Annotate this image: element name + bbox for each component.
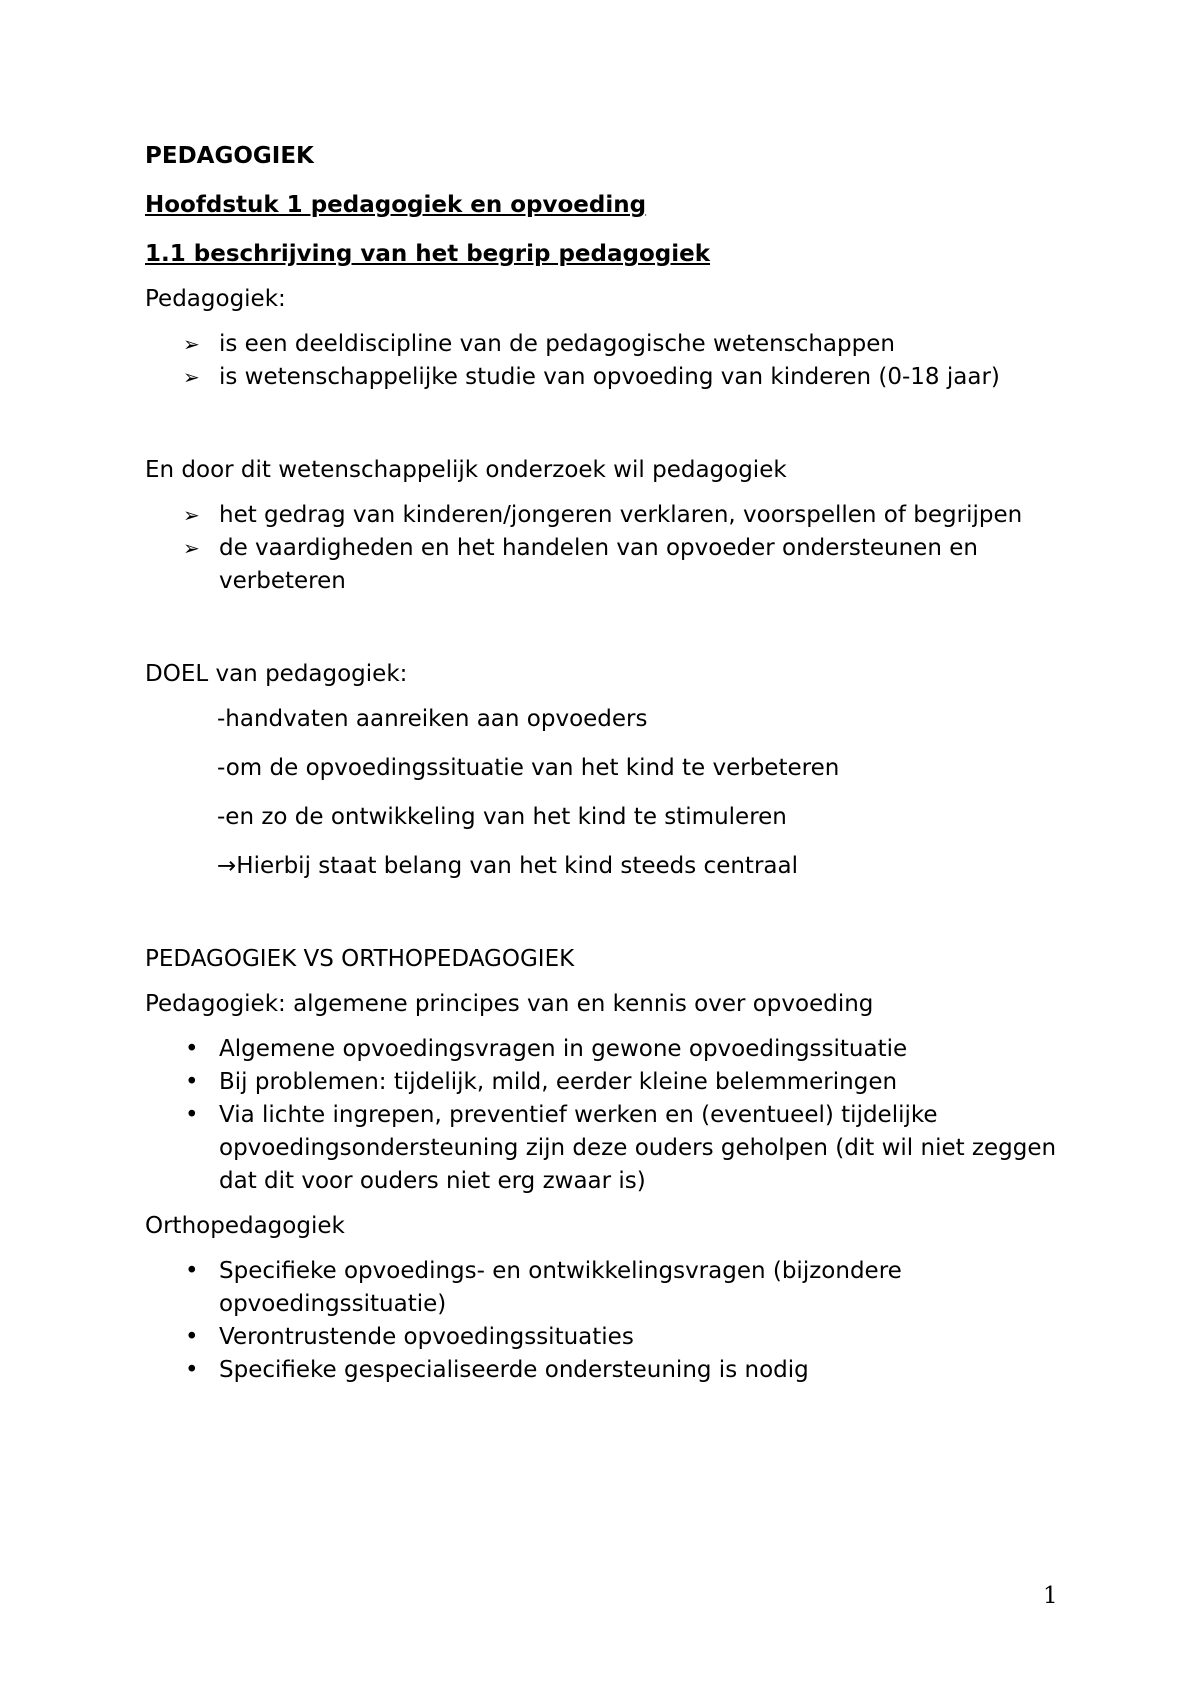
section-heading: 1.1 beschrijving van het begrip pedagogiek [145, 241, 710, 267]
list-item [145, 361, 1075, 394]
goal-line: -handvaten aanreiken aan opvoeders [217, 706, 648, 732]
list-item [145, 1033, 1075, 1066]
list-item [145, 1321, 1075, 1354]
list-item [145, 328, 1075, 361]
bullet-icon: • [185, 1324, 199, 1350]
intro-list [145, 328, 1075, 394]
list-item-text: Specifieke gespecialiseerde ondersteuning is nodig [219, 1357, 809, 1383]
bullet-icon: • [185, 1102, 199, 1128]
list-item-text: het gedrag van kinderen/jongeren verklaren, voorspellen of begrijpen [219, 502, 1023, 528]
list-item-text: Bij problemen: tijdelijk, mild, eerder kleine belemmeringen [219, 1069, 898, 1095]
arrow-bullet-icon: ➢ [183, 365, 200, 389]
ortho-list [145, 1255, 1075, 1387]
spacer [145, 394, 1075, 454]
pedagogy-list [145, 1033, 1075, 1198]
spacer [145, 899, 1075, 943]
research-label: En door dit wetenschappelijk onderzoek wil pedagogiek [145, 457, 787, 483]
list-item-text: Specifieke opvoedings- en ontwikkelingsvragen (bijzondere opvoedingssituatie) [219, 1258, 902, 1317]
page-content [145, 140, 1075, 1387]
list-item [145, 1066, 1075, 1099]
intro-label: Pedagogiek: [145, 286, 286, 312]
research-list [145, 499, 1075, 598]
arrow-bullet-icon: ➢ [183, 503, 200, 527]
list-item [145, 1255, 1075, 1321]
page-number: 1 [1043, 1583, 1058, 1609]
right-arrow-icon: → [217, 853, 237, 879]
list-item-text: de vaardigheden en het handelen van opvoeder ondersteunen en verbeteren [219, 535, 978, 594]
goal-line: -en zo de ontwikkeling van het kind te stimuleren [217, 804, 787, 830]
goal-line: -om de opvoedingssituatie van het kind te verbeteren [217, 755, 840, 781]
list-item [145, 1099, 1075, 1198]
arrow-bullet-icon: ➢ [183, 536, 200, 560]
bullet-icon: • [185, 1258, 199, 1284]
comparison-heading: PEDAGOGIEK VS ORTHOPEDAGOGIEK [145, 946, 575, 972]
list-item-text: Verontrustende opvoedingssituaties [219, 1324, 634, 1350]
pedagogy-label: Pedagogiek: algemene principes van en kennis over opvoeding [145, 991, 874, 1017]
arrow-bullet-icon: ➢ [183, 332, 200, 356]
ortho-label: Orthopedagogiek [145, 1213, 345, 1239]
list-item-text: is wetenschappelijke studie van opvoeding van kinderen (0-18 jaar) [219, 364, 1000, 390]
bullet-icon: • [185, 1036, 199, 1062]
list-item-text: is een deeldiscipline van de pedagogische wetenschappen [219, 331, 895, 357]
list-item [145, 1354, 1075, 1387]
spacer [145, 1198, 1075, 1210]
list-item [145, 499, 1075, 532]
list-item-text: Algemene opvoedingsvragen in gewone opvoedingssituatie [219, 1036, 908, 1062]
spacer [145, 598, 1075, 658]
bullet-icon: • [185, 1357, 199, 1383]
list-item-text: Via lichte ingrepen, preventief werken en (eventueel) tijdelijke opvoedingsondersteuning zijn deze ouders geholpen (dit wil niet zeggen dat dit voor ouders niet erg zwaar is) [219, 1102, 1057, 1194]
document-title: PEDAGOGIEK [145, 143, 314, 169]
goal-conclusion [145, 850, 1075, 883]
chapter-heading: Hoofdstuk 1 pedagogiek en opvoeding [145, 192, 647, 218]
goal-label: DOEL van pedagogiek: [145, 661, 408, 687]
bullet-icon: • [185, 1069, 199, 1095]
list-item [145, 532, 1075, 598]
goal-conclusion-text: Hierbij staat belang van het kind steeds centraal [236, 853, 798, 879]
